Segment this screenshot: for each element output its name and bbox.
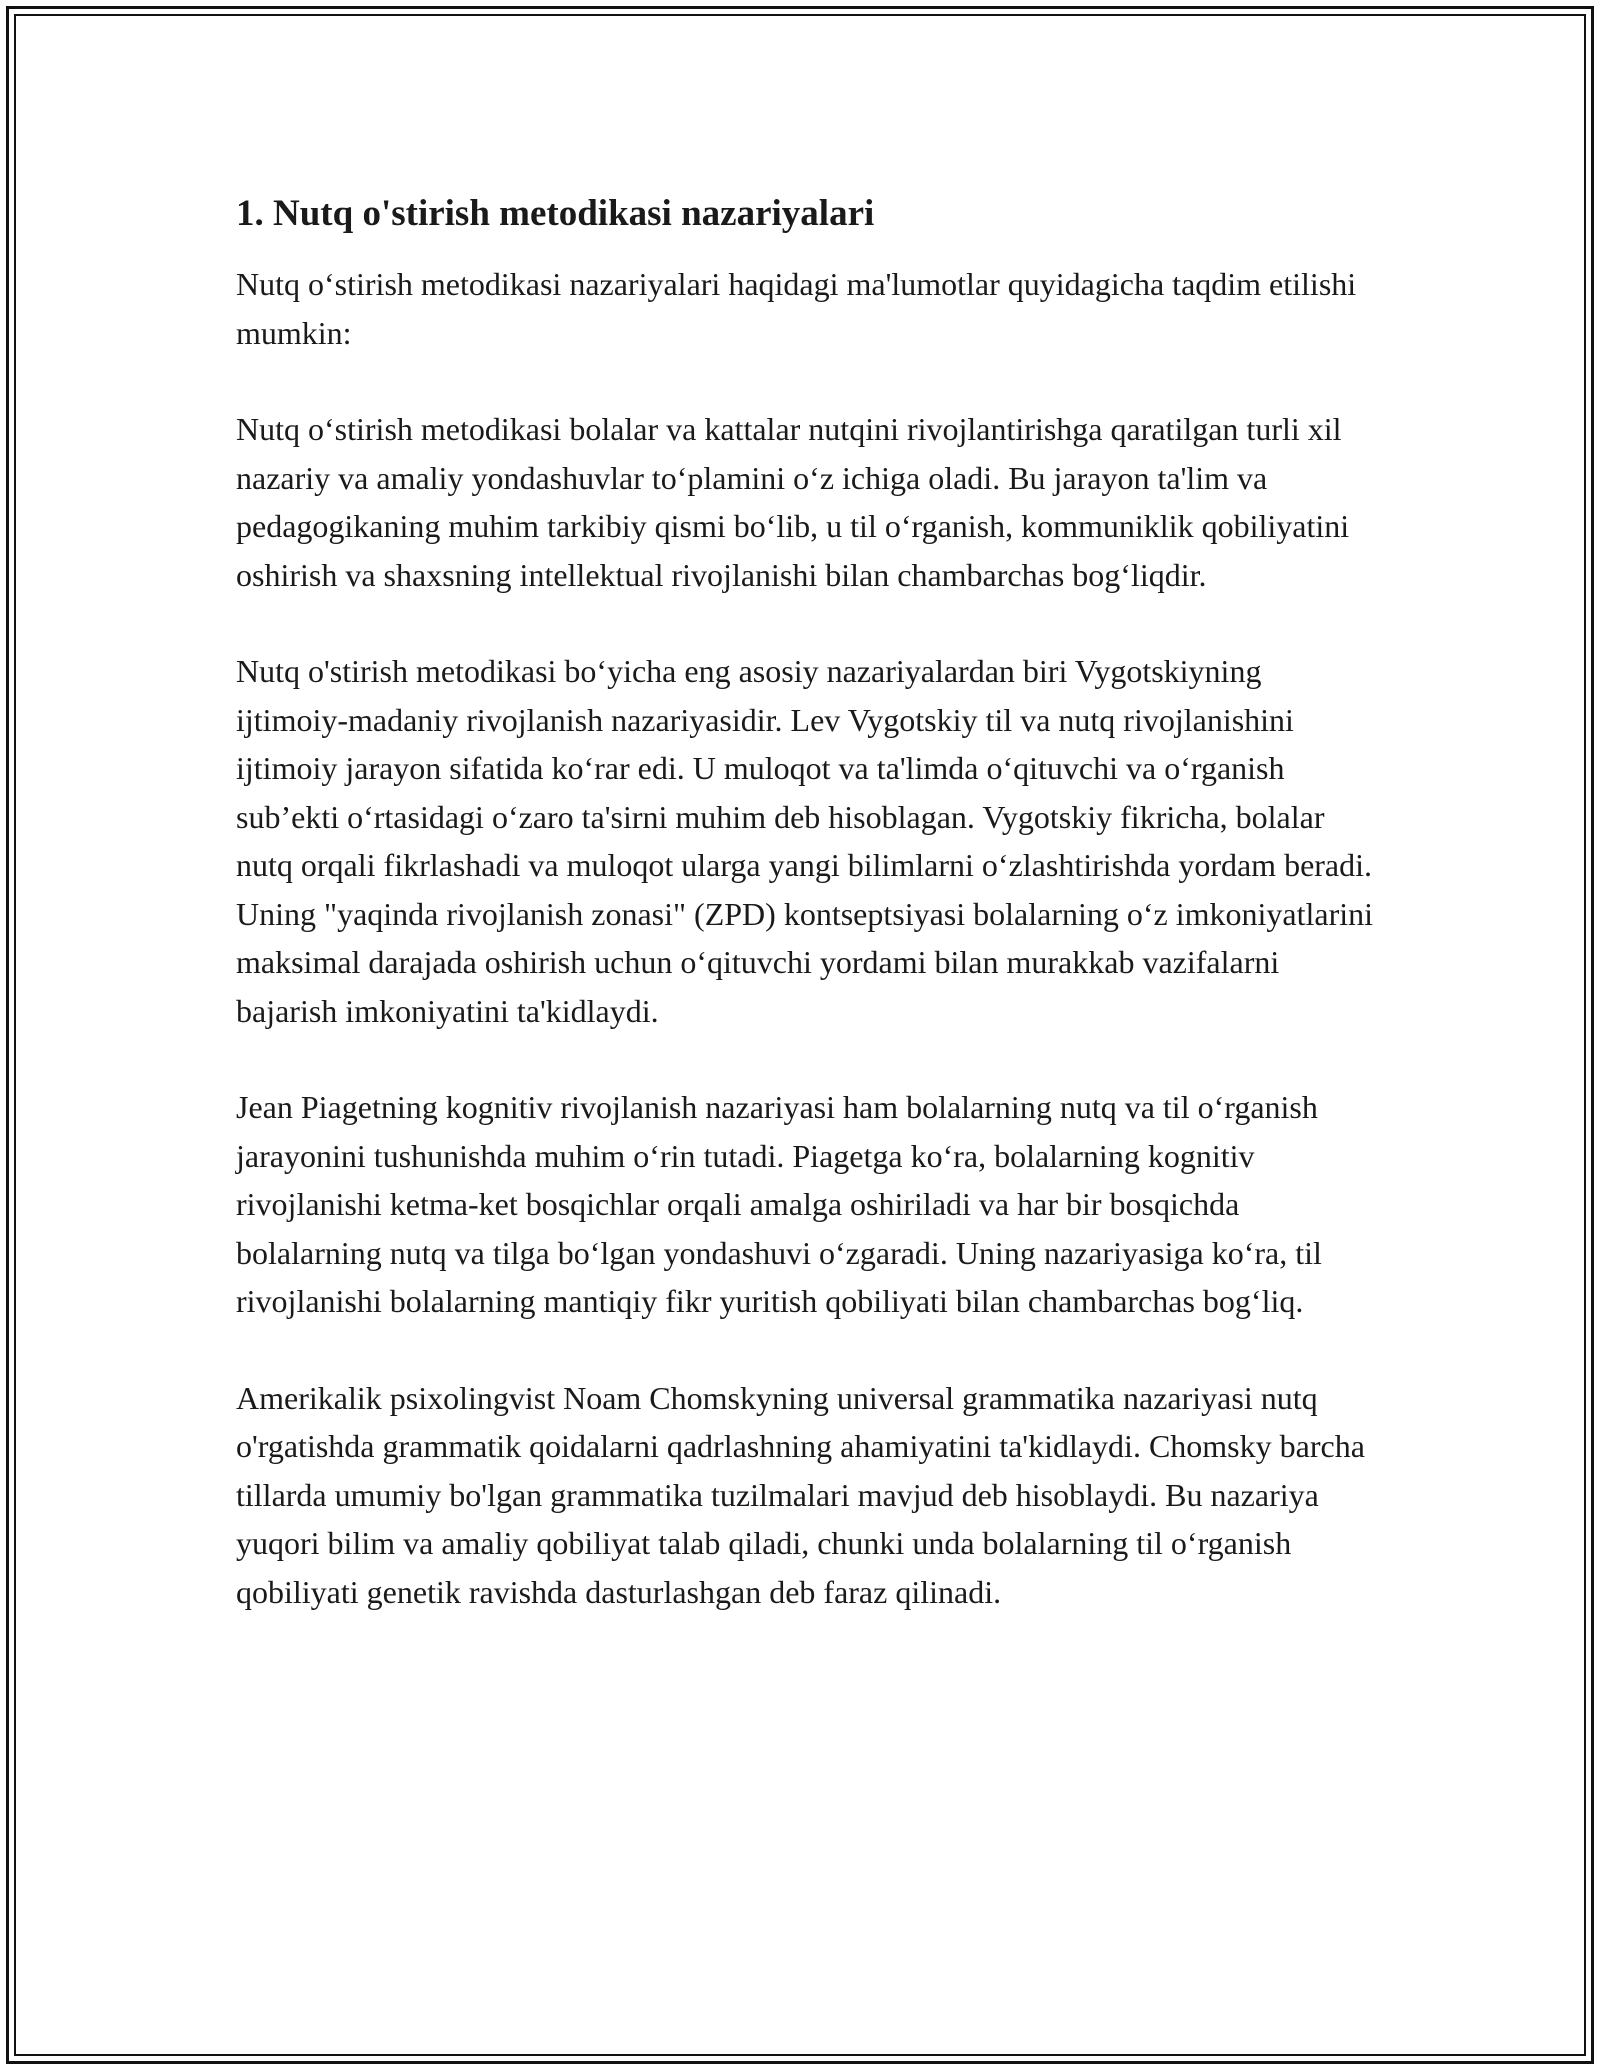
paragraph-chomsky: Amerikalik psixolingvist Noam Chomskyning universal grammatika nazariyasi nutq o'rgatishda grammatik qoidalarni qadrlashning ahamiyatini ta'kidlaydi. Chomsky barcha tillarda umumiy bo'lgan grammatika tuzilmalari mavjud deb hisoblaydi. Bu nazariya yuqori bilim va amaliy qobiliyat talab qiladi, chunki unda bolalarning til o‘rganish qobiliyati genetik ravishda dasturlashgan deb faraz qilinadi. [236,1379,1365,1610]
paragraph-vygotsky: Nutq o'stirish metodikasi bo‘yicha eng asosiy nazariyalardan biri Vygotskiyning ijtimoiy-madaniy rivojlanish nazariyasidir. Lev Vygotskiy til va nutq rivojlanishini ijtimoiy jarayon sifatida ko‘rar edi. U muloqot va ta'limda o‘qituvchi va o‘rganish sub’ekti o‘rtasidagi o‘zaro ta'sirni muhim deb hisoblagan. Vygotskiy fikricha, bolalar nutq orqali fikrlashadi va muloqot ularga yangi bilimlarni o‘zlashtirishda yordam beradi. Uning "yaqinda rivojlanish zonasi" (ZPD) kontseptsiyasi bolalarning o‘z imkoniyatlarini maksimal darajada oshirish uchun o‘qituvchi yordami bilan murakkab vazifalarni bajarish imkoniyatini ta'kidlaydi. [236,653,1374,1029]
document-title: 1. Nutq o'stirish metodikasi nazariyalari [236,193,875,234]
paragraph-intro: Nutq o‘stirish metodikasi nazariyalari haqidagi ma'lumotlar quyidagicha taqdim etilishi mumkin: [236,266,1357,351]
paragraph-overview: Nutq o‘stirish metodikasi bolalar va kattalar nutqini rivojlantirishga qaratilgan turli xil nazariy va amaliy yondashuvlar to‘plamini o‘z ichiga oladi. Bu jarayon ta'lim va pedagogikaning muhim tarkibiy qismi bo‘lib, u til o‘rganish, kommuniklik qobiliyatini oshirish va shaxsning intellektual rivojlanishi bilan chambarchas bog‘liqdir. [236,411,1350,593]
paragraph-piaget: Jean Piagetning kognitiv rivojlanish nazariyasi ham bolalarning nutq va til o‘rganish jarayonini tushunishda muhim o‘rin tutadi. Piagetga ko‘ra, bolalarning kognitiv rivojlanishi ketma-ket bosqichlar orqali amalga oshiriladi va har bir bosqichda bolalarning nutq va tilga bo‘lgan yondashuvi o‘zgaradi. Uning nazariyasiga ko‘ra, til rivojlanishi bolalarning mantiqiy fikr yuritish qobiliyati bilan chambarchas bog‘liq. [236,1089,1322,1319]
document-body [236,188,1376,1664]
